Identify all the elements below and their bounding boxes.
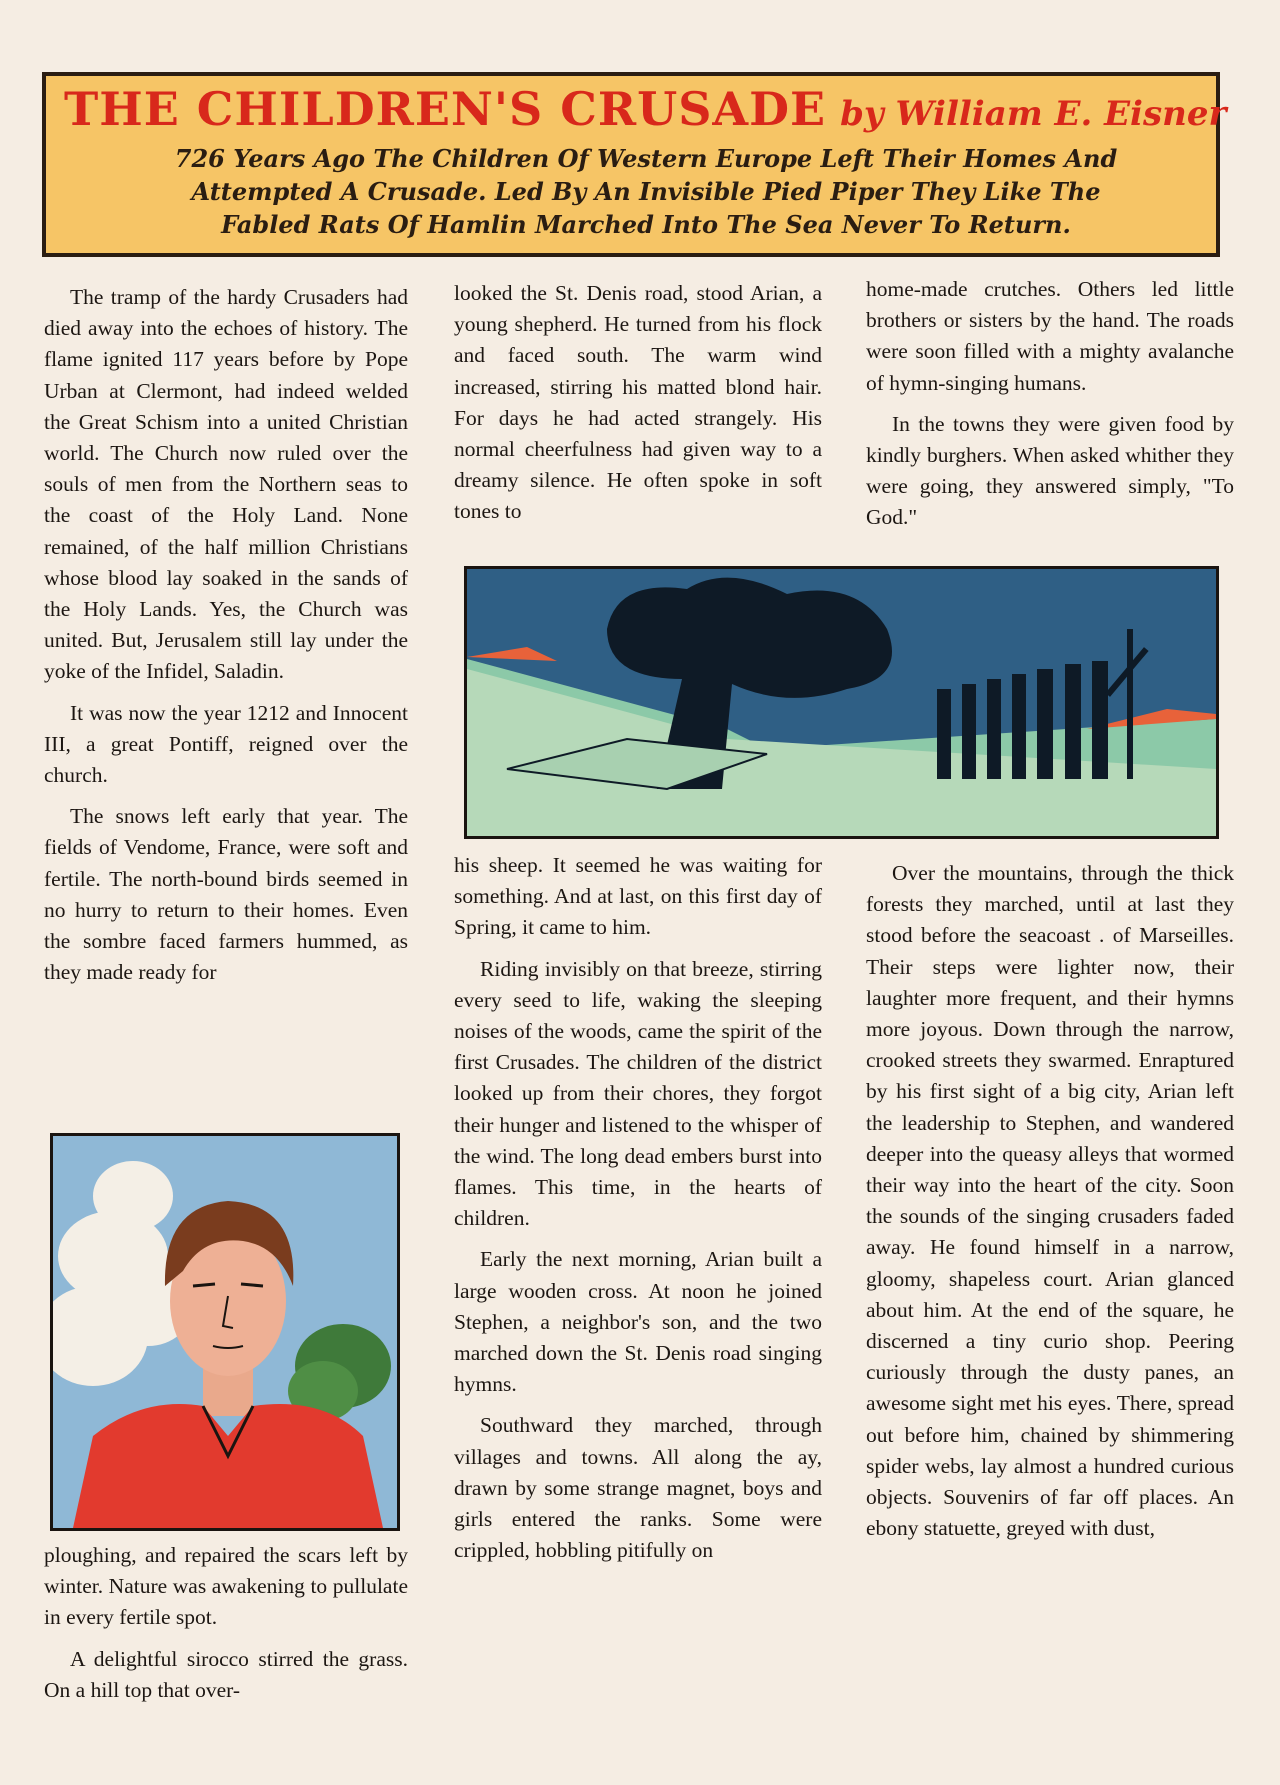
paragraph: It was now the year 1212 and Innocent III, a great Pontiff, reigned over the church. — [44, 700, 408, 788]
article-subtitle: 726 Years Ago The Children Of Western Europe Left Their Homes And Attempted A Crusade. Led By An Invisible Pied Piper They Like The Fabled Rats Of Hamlin Marched Into The Sea Never To Return. — [174, 144, 1118, 239]
paragraph: Riding invisibly on that breeze, stirring every seed to life, waking the sleeping noises of the woods, came the spirit of the first Crusades. The children of the district looked up from their chores, they forgot their hunger and listened to the whisper of the wind. The long dead embers burst into flames. This time, in the hearts of children. — [454, 956, 822, 1231]
portrait-illustration — [50, 1133, 400, 1531]
portrait-image — [53, 1136, 397, 1528]
paragraph: The tramp of the hardy Crusaders had died away into the echoes of history. The flame ignited 117 years before by Pope Urban at Clermont, had indeed welded the Great Schism into a united Christian world. The Church now ruled over the souls of men from the Northern seas to the coast of the Holy Land. None remained, of the half million Christians whose blood lay soaked in the sands of the Holy Lands. Yes, the Church was united. But, Jerusalem still lay under the yoke of the Infidel, Saladin. — [44, 285, 408, 684]
crusade-illustration — [464, 566, 1219, 839]
crusade-image — [467, 569, 1216, 836]
column-1-bottom — [44, 1540, 408, 1716]
paragraph: his sheep. It seemed he was waiting for something. And at last, on this first day of Spring, it came to him. — [454, 853, 822, 940]
column-2-top — [454, 278, 822, 538]
paragraph: looked the St. Denis road, stood Arian, a young shepherd. He turned from his flock and faced south. The warm wind increased, stirring his matted blond hair. For days he had acted strangely. His normal cheerfulness had given way to a dreamy silence. He often spoke in soft tones to — [454, 281, 822, 524]
article-title: THE CHILDREN'S CRUSADE — [64, 82, 827, 136]
paragraph: In the towns they were given food by kindly burghers. When asked whither they were going, they answered simply, "To God." — [866, 411, 1234, 530]
paragraph: Southward they marched, through villages and towns. All along the ay, drawn by some strange magnet, boys and girls entered the ranks. Some were crippled, hobbling pitifully on — [454, 1413, 822, 1563]
paragraph: The snows left early that year. The fields of Vendome, France, were soft and fertile. The north-bound birds seemed in no hurry to return to their homes. Even the sombre faced farmers hummed, as they made ready for — [44, 804, 408, 985]
paragraph: Over the mountains, through the thick forests they marched, until at last they stood before the seacoast . of Marseilles. Their steps were lighter now, their laughter more frequent, and their hymns more joyous. Down through the narrow, crooked streets they swarmed. Enraptured by his first sight of a big city, Arian left the leadership to Stephen, and wandered deeper into the queasy alleys that wormed their way into the heart of the city. Soon the sounds of the singing crusaders faded away. He found himself in a narrow, gloomy, shapeless court. Arian glanced about him. At the end of the square, he discerned a tiny curio shop. Peering curiously through the dusty panes, an awesome sight met his eyes. There, spread out before him, chained by shimmering spider webs, lay almost a hundred curious objects. Souvenirs of far off places. An ebony statuette, greyed with dust, — [866, 861, 1234, 1541]
title-banner — [42, 72, 1227, 257]
column-2-bottom — [454, 850, 822, 1576]
paragraph: ploughing, and repaired the scars left by winter. Nature was awakening to pullulate in every fertile spot. — [44, 1543, 408, 1630]
column-1-top — [44, 282, 408, 998]
paragraph: Early the next morning, Arian built a large wooden cross. At noon he joined Stephen, a neighbor's son, and the two marched down the St. Denis road singing hymns. — [454, 1247, 822, 1397]
paragraph: A delightful sirocco stirred the grass. On a hill top that over- — [44, 1646, 408, 1702]
paragraph: home-made crutches. Others led little brothers or sisters by the hand. The roads were soon filled with a mighty avalanche of hymn-singing humans. — [866, 277, 1234, 395]
article-byline: by William E. Eisner — [840, 94, 1227, 134]
column-3-bottom — [866, 858, 1234, 1554]
column-3-top — [866, 274, 1234, 544]
